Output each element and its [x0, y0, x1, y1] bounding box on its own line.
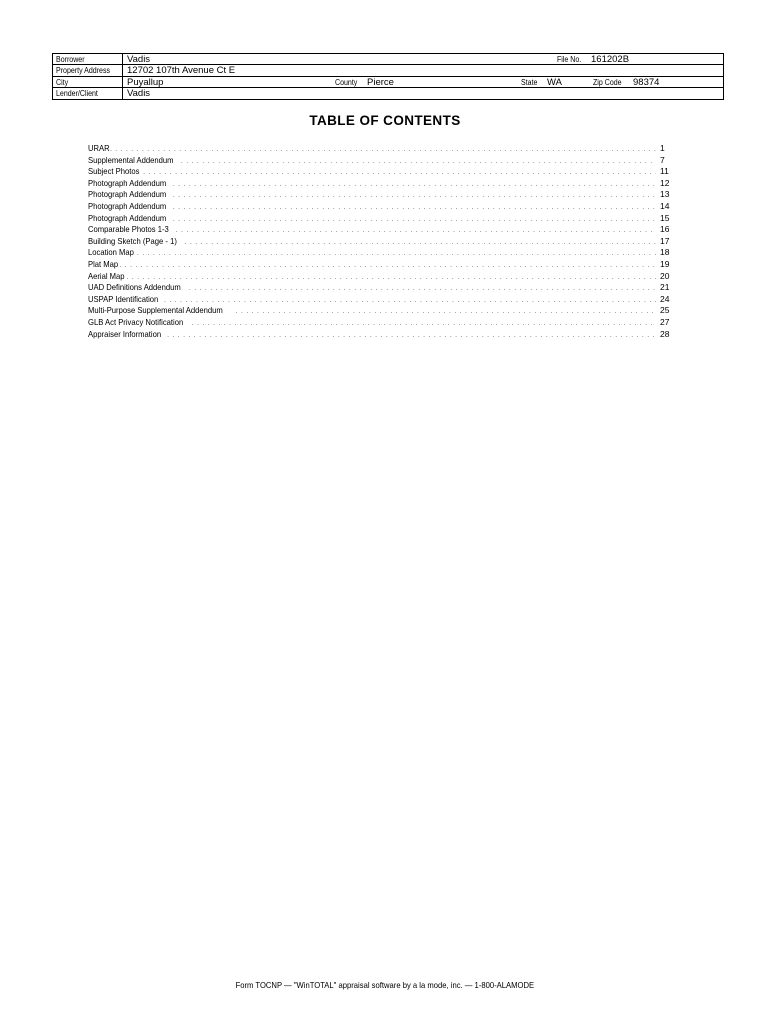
toc-leader-dots [181, 157, 656, 169]
state-label: State [521, 77, 538, 87]
toc-leader-dots [236, 307, 656, 319]
toc-entry-page: 1 [660, 143, 665, 153]
toc-leader-dots [173, 191, 656, 203]
county-label: County [335, 77, 358, 87]
toc-entry[interactable] [88, 271, 672, 283]
toc-entry[interactable] [88, 329, 672, 341]
zip-value: 98374 [633, 76, 660, 88]
borrower-label: Borrower [56, 55, 85, 64]
page-title: TABLE OF CONTENTS [309, 113, 461, 128]
toc-entry[interactable] [88, 236, 672, 248]
toc-entry-title: Subject Photos [88, 166, 140, 177]
toc-leader-dots [173, 215, 656, 227]
toc-leader-dots [176, 226, 656, 238]
toc-entry-page: 14 [660, 200, 670, 211]
toc-entry-title: GLB Act Privacy Notification [88, 316, 184, 327]
toc-entry-page: 21 [660, 282, 670, 293]
toc-leader-dots [143, 168, 656, 180]
header-box [52, 53, 724, 100]
toc-entry-title: Supplemental Addendum [88, 154, 174, 165]
county-value: Pierce [367, 76, 394, 88]
toc-leader-dots [189, 284, 656, 296]
toc-entry-title: Comparable Photos 1-3 [88, 224, 169, 235]
toc-entry[interactable] [88, 213, 672, 225]
table-of-contents [88, 143, 672, 340]
toc-entry[interactable] [88, 247, 672, 259]
toc-entry-title: Appraiser Information [88, 328, 162, 339]
toc-entry-page: 20 [660, 270, 670, 281]
toc-leader-dots [185, 238, 656, 250]
header-row-city [53, 77, 723, 88]
toc-leader-dots [164, 296, 656, 308]
lender-label: Lender/Client [56, 88, 98, 98]
borrower-value: Vadis [127, 54, 151, 65]
toc-leader-dots [192, 319, 656, 331]
toc-leader-dots [173, 203, 656, 215]
state-value: WA [547, 76, 562, 88]
footer [0, 980, 770, 990]
property-address-value: 12702 107th Avenue Ct E [127, 65, 236, 77]
toc-leader-dots [137, 249, 656, 261]
toc-entry[interactable] [88, 178, 672, 190]
toc-leader-dots [120, 261, 656, 273]
toc-entry[interactable] [88, 143, 672, 155]
toc-entry-page: 24 [660, 293, 670, 304]
toc-entry-title: Plat Map [88, 258, 119, 269]
toc-leader-dots [110, 145, 656, 157]
toc-entry-title: UAD Definitions Addendum [88, 282, 181, 293]
toc-entry-title: URAR [88, 143, 110, 153]
toc-entry-page: 15 [660, 212, 670, 223]
toc-entry-page: 11 [660, 166, 669, 177]
toc-leader-dots [127, 273, 656, 285]
toc-entry[interactable] [88, 294, 672, 306]
toc-entry-page: 13 [660, 189, 670, 200]
toc-entry-page: 12 [660, 177, 670, 188]
toc-leader-dots [167, 331, 656, 343]
toc-entry-page: 7 [660, 154, 665, 165]
toc-entry-title: Photograph Addendum [88, 200, 167, 211]
toc-entry-title: Photograph Addendum [88, 212, 167, 223]
toc-entry[interactable] [88, 282, 672, 294]
toc-entry-page: 28 [660, 328, 670, 339]
toc-entry[interactable] [88, 305, 672, 317]
city-label: City [56, 77, 69, 87]
toc-entry[interactable] [88, 317, 672, 329]
toc-entry-title: Photograph Addendum [88, 177, 167, 188]
toc-entry-title: Multi-Purpose Supplemental Addendum [88, 305, 223, 316]
header-row-lender [53, 88, 723, 99]
lender-value: Vadis [127, 87, 151, 99]
toc-entry-page: 17 [660, 235, 670, 246]
toc-entry-title: Aerial Map [88, 270, 125, 281]
header-row-address [53, 65, 723, 76]
toc-entry[interactable] [88, 201, 672, 213]
toc-entry[interactable] [88, 224, 672, 236]
toc-entry-page: 27 [660, 316, 670, 327]
toc-entry-page: 16 [660, 224, 670, 235]
toc-entry[interactable] [88, 259, 672, 271]
file-no-value: 161202B [591, 54, 630, 65]
header-row-borrower [53, 54, 723, 65]
zip-label: Zip Code [593, 77, 622, 87]
toc-leader-dots [173, 180, 656, 192]
toc-entry-page: 18 [660, 247, 670, 258]
toc-entry-page: 25 [660, 305, 670, 316]
file-no-label: File No. [557, 55, 582, 64]
toc-entry-title: Building Sketch (Page - 1) [88, 235, 177, 246]
toc-entry[interactable] [88, 189, 672, 201]
city-value: Puyallup [127, 76, 164, 88]
toc-entry-title: Location Map [88, 247, 134, 258]
toc-entry[interactable] [88, 166, 672, 178]
toc-entry-page: 19 [660, 258, 670, 269]
property-address-label: Property Address [56, 66, 111, 76]
toc-entry-title: Photograph Addendum [88, 189, 167, 200]
footer-text: Form TOCNP — "WinTOTAL" appraisal software by a la mode, inc. — 1-800-ALAMODE [235, 980, 535, 990]
toc-entry-title: USPAP Identification [88, 293, 159, 304]
